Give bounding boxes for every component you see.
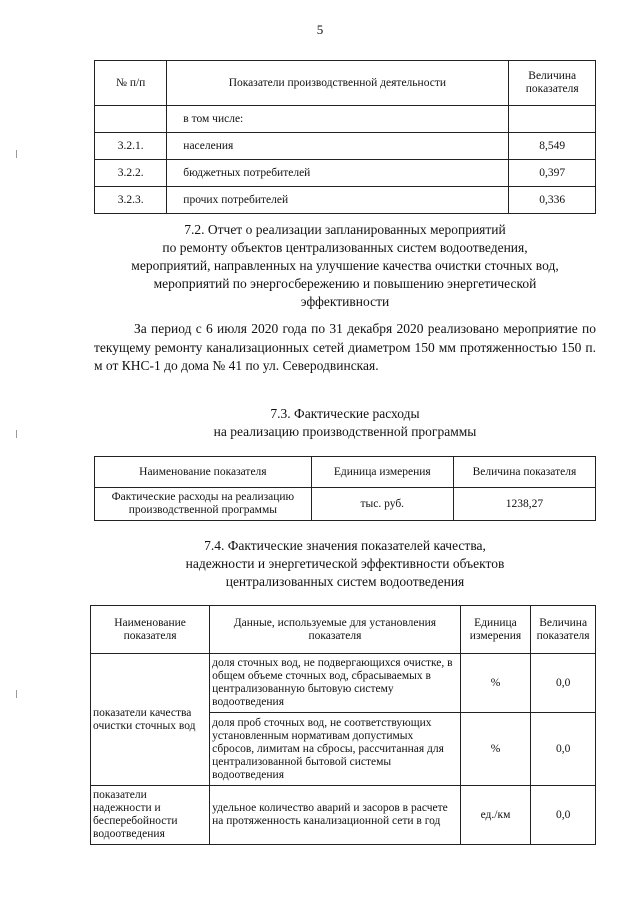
- header-value: Величина показателя: [531, 606, 596, 654]
- table-row: [95, 106, 596, 133]
- header-data: Данные, используемые для установления показателя: [210, 606, 461, 654]
- row-name: прочих потребителей: [167, 187, 509, 214]
- row-num: 3.2.2.: [95, 160, 167, 187]
- row-desc: доля сточных вод, не подвергающихся очистке, в общем объеме сточных вод, сбрасываемых в централизованную бытовую систему водоотведения: [210, 654, 461, 713]
- section-72-heading: [90, 221, 600, 311]
- row-value: 0,0: [531, 713, 596, 786]
- header-unit: Единица измерения: [460, 606, 531, 654]
- row-value: 0,0: [531, 786, 596, 845]
- heading-line: 7.4. Фактические значения показателей качества,: [204, 538, 486, 553]
- row-value: 0,0: [531, 654, 596, 713]
- row-num: 3.2.1.: [95, 133, 167, 160]
- header-indicators: Показатели производственной деятельности: [167, 61, 509, 106]
- row-name: Фактические расходы на реализацию производственной программы: [95, 488, 312, 521]
- header-name: Наименование показателя: [95, 457, 312, 488]
- header-value: Величина показателя: [509, 61, 596, 106]
- row-unit: %: [460, 654, 531, 713]
- table-row: [95, 133, 596, 160]
- table-header-row: [95, 61, 596, 106]
- table-row: [95, 160, 596, 187]
- heading-line: 7.3. Фактические расходы: [270, 406, 420, 421]
- production-indicators-table: [94, 60, 596, 214]
- scan-mark: [16, 690, 17, 698]
- heading-line: эффективности: [300, 294, 390, 309]
- header-unit: Единица измерения: [311, 457, 453, 488]
- row-desc: доля проб сточных вод, не соответствующих установленным нормативам допустимых сбросов, лимитам на сбросы, рассчитанная для централизованной бытовой системы водоотведения: [210, 713, 461, 786]
- row-value: 8,549: [509, 133, 596, 160]
- section-72-paragraph: За период с 6 июля 2020 года по 31 декабря 2020 реализовано мероприятие по текущему ремонту канализационных сетей диаметром 150 мм протяженностью 150 п. м от КНС-1 до дома № 41 по ул. Северодвинская.: [94, 321, 596, 373]
- header-name: Наименование показателя: [91, 606, 210, 654]
- row-unit: %: [460, 713, 531, 786]
- table-header-row: [95, 457, 596, 488]
- scan-mark: [16, 150, 17, 158]
- heading-line: на реализацию производственной программы: [213, 424, 477, 439]
- section-73-heading: [90, 405, 600, 441]
- group-name: показатели надежности и бесперебойности водоотведения: [91, 786, 210, 845]
- row-name: населения: [167, 133, 509, 160]
- row-value: [509, 106, 596, 133]
- heading-line: мероприятий, направленных на улучшение качества очистки сточных вод,: [131, 258, 559, 273]
- row-unit: тыс. руб.: [311, 488, 453, 521]
- heading-line: централизованных систем водоотведения: [225, 574, 465, 589]
- heading-line: мероприятий по энергосбережению и повышению энергетической: [153, 276, 537, 291]
- row-value: 0,397: [509, 160, 596, 187]
- table-row: [91, 786, 596, 845]
- row-num: [95, 106, 167, 133]
- header-num: № п/п: [95, 61, 167, 106]
- heading-line: надежности и энергетической эффективности объектов: [185, 556, 505, 571]
- row-name: бюджетных потребителей: [167, 160, 509, 187]
- row-value: 1238,27: [453, 488, 595, 521]
- section-74-heading: [90, 537, 600, 591]
- row-desc: удельное количество аварий и засоров в расчете на протяженность канализационной сети в год: [210, 786, 461, 845]
- group-name: показатели качества очистки сточных вод: [91, 654, 210, 786]
- quality-indicators-table: [90, 605, 596, 845]
- table-row: [95, 488, 596, 521]
- scan-mark: [16, 430, 17, 438]
- row-num: 3.2.3.: [95, 187, 167, 214]
- heading-line: по ремонту объектов централизованных систем водоотведения,: [162, 240, 528, 255]
- table-row: [95, 187, 596, 214]
- table-header-row: [91, 606, 596, 654]
- row-value: 0,336: [509, 187, 596, 214]
- actual-expenses-table: [94, 456, 596, 521]
- table-row: [91, 654, 596, 713]
- page-number: 5: [316, 22, 324, 37]
- header-value: Величина показателя: [453, 457, 595, 488]
- heading-line: 7.2. Отчет о реализации запланированных мероприятий: [184, 222, 506, 237]
- row-name: в том числе:: [167, 106, 509, 133]
- row-unit: ед./км: [460, 786, 531, 845]
